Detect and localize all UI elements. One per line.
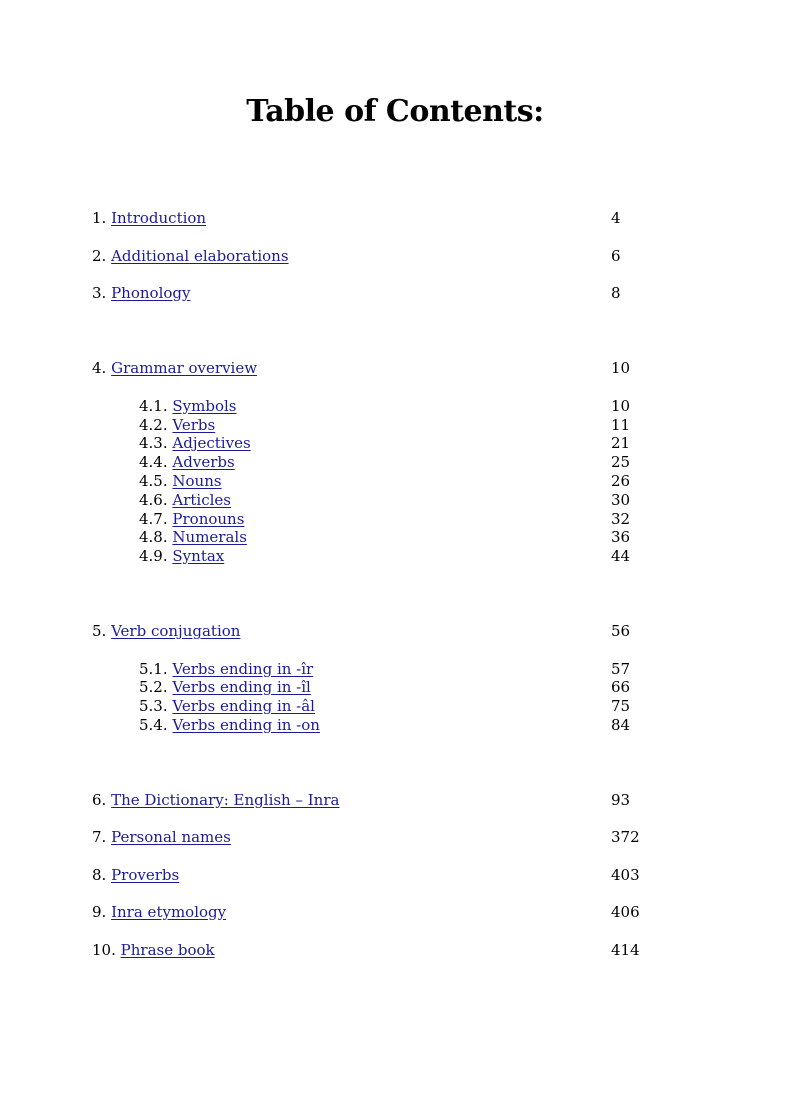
toc-subentry-numerals	[139, 527, 247, 547]
toc-entry-verb-conjugation	[92, 621, 240, 641]
toc-number: 4.7.	[139, 510, 168, 528]
toc-link-verbs-on[interactable]: Verbs ending in -on	[172, 716, 320, 734]
toc-number: 9.	[92, 903, 107, 921]
toc-link-inra-etymology[interactable]: Inra etymology	[111, 903, 227, 921]
toc-page-number: 10	[611, 397, 631, 415]
toc-page-number: 44	[611, 547, 631, 565]
toc-subentry-adverbs	[139, 452, 235, 472]
toc-entry-personal-names	[92, 827, 231, 847]
toc-page-number: 75	[611, 697, 631, 715]
toc-number: 7.	[92, 828, 107, 846]
toc-number: 4.	[92, 359, 107, 377]
toc-link-phonology[interactable]: Phonology	[111, 284, 191, 302]
toc-link-pronouns[interactable]: Pronouns	[172, 510, 245, 528]
toc-subentry-syntax	[139, 546, 224, 566]
toc-link-adverbs[interactable]: Adverbs	[172, 453, 235, 471]
toc-entry-proverbs	[92, 865, 179, 885]
toc-page-number: 66	[611, 678, 631, 696]
toc-number: 4.5.	[139, 472, 168, 490]
toc-number: 2.	[92, 247, 107, 265]
toc-number: 4.8.	[139, 528, 168, 546]
toc-number: 5.3.	[139, 697, 168, 715]
toc-entry-dictionary	[92, 790, 339, 810]
toc-link-personal-names[interactable]: Personal names	[111, 828, 231, 846]
toc-subentry-symbols	[139, 396, 237, 416]
toc-page-number: 414	[611, 941, 640, 959]
toc-subentry-articles	[139, 490, 231, 510]
toc-page-number: 57	[611, 660, 631, 678]
toc-page-number: 406	[611, 903, 640, 921]
toc-number: 4.4.	[139, 453, 168, 471]
toc-link-articles[interactable]: Articles	[172, 491, 232, 509]
toc-page-number: 8	[611, 284, 621, 302]
toc-subentry-verbs	[139, 415, 215, 435]
toc-entry-additional-elaborations	[92, 246, 289, 266]
toc-page-number: 403	[611, 866, 640, 884]
toc-page-number: 372	[611, 828, 640, 846]
toc-link-proverbs[interactable]: Proverbs	[111, 866, 180, 884]
toc-entry-phonology	[92, 283, 190, 303]
toc-page-number: 21	[611, 434, 631, 452]
toc-subentry-nouns	[139, 471, 222, 491]
toc-subentry-verbs-al	[139, 696, 315, 716]
toc-page-number: 84	[611, 716, 631, 734]
toc-link-dictionary[interactable]: The Dictionary: English – Inra	[111, 791, 340, 809]
toc-link-verbs[interactable]: Verbs	[172, 416, 216, 434]
toc-page-number: 4	[611, 209, 621, 227]
toc-page-number: 10	[611, 359, 631, 377]
toc-number: 10.	[92, 941, 116, 959]
toc-number: 5.4.	[139, 716, 168, 734]
toc-page-number: 56	[611, 622, 631, 640]
toc-subentry-verbs-on	[139, 715, 320, 735]
toc-link-nouns[interactable]: Nouns	[172, 472, 222, 490]
toc-number: 3.	[92, 284, 107, 302]
toc-link-additional-elaborations[interactable]: Additional elaborations	[111, 247, 289, 265]
toc-entry-phrase-book	[92, 940, 215, 960]
toc-link-phrase-book[interactable]: Phrase book	[120, 941, 215, 959]
toc-entry-introduction	[92, 208, 206, 228]
toc-page-number: 11	[611, 416, 631, 434]
toc-link-introduction[interactable]: Introduction	[111, 209, 207, 227]
toc-number: 5.1.	[139, 660, 168, 678]
toc-link-verbs-il[interactable]: Verbs ending in -îl	[172, 678, 311, 696]
toc-page-number: 26	[611, 472, 631, 490]
toc-page-number: 30	[611, 491, 631, 509]
toc-page-number: 32	[611, 510, 631, 528]
toc-subentry-pronouns	[139, 509, 244, 529]
page-title: Table of Contents:	[246, 94, 544, 129]
toc-link-symbols[interactable]: Symbols	[172, 397, 237, 415]
toc-number: 5.	[92, 622, 107, 640]
toc-number: 4.6.	[139, 491, 168, 509]
toc-link-verbs-ir[interactable]: Verbs ending in -îr	[172, 660, 314, 678]
toc-entry-grammar-overview	[92, 358, 257, 378]
toc-number: 4.1.	[139, 397, 168, 415]
toc-subentry-verbs-il	[139, 677, 311, 697]
toc-link-syntax[interactable]: Syntax	[172, 547, 225, 565]
toc-link-grammar-overview[interactable]: Grammar overview	[111, 359, 258, 377]
toc-number: 8.	[92, 866, 107, 884]
toc-number: 1.	[92, 209, 107, 227]
toc-subentry-adjectives	[139, 433, 251, 453]
toc-number: 4.3.	[139, 434, 168, 452]
toc-page-number: 25	[611, 453, 631, 471]
toc-link-verb-conjugation[interactable]: Verb conjugation	[111, 622, 241, 640]
toc-page-number: 6	[611, 247, 621, 265]
toc-entry-inra-etymology	[92, 902, 226, 922]
toc-page-number: 36	[611, 528, 631, 546]
toc-link-verbs-al[interactable]: Verbs ending in -âl	[172, 697, 315, 715]
toc-number: 4.2.	[139, 416, 168, 434]
toc-number: 5.2.	[139, 678, 168, 696]
toc-number: 4.9.	[139, 547, 168, 565]
toc-number: 6.	[92, 791, 107, 809]
toc-page-number: 93	[611, 791, 631, 809]
toc-link-adjectives[interactable]: Adjectives	[172, 434, 251, 452]
toc-subentry-verbs-ir	[139, 659, 313, 679]
toc-link-numerals[interactable]: Numerals	[172, 528, 247, 546]
